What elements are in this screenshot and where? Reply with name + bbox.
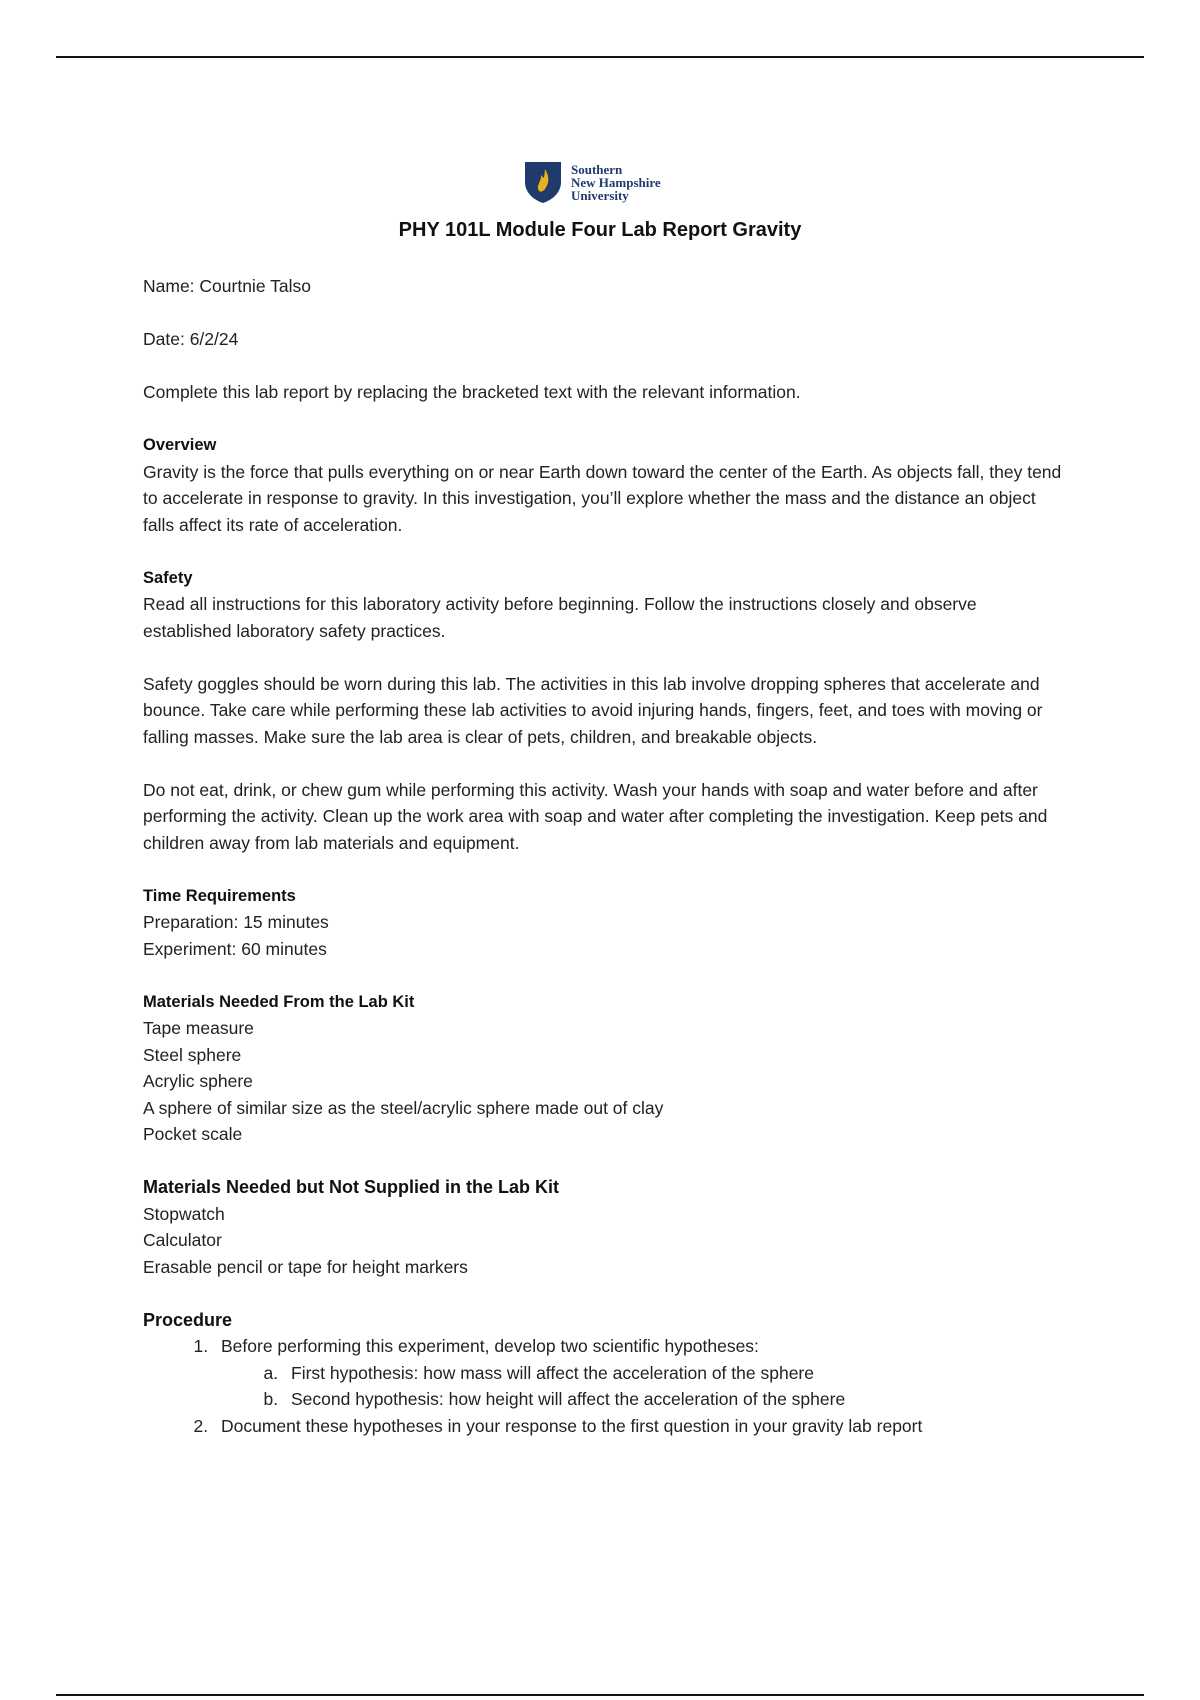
top-rule — [56, 56, 1144, 58]
overview-heading: Overview — [143, 436, 217, 454]
shield-flame-icon — [523, 160, 563, 204]
procedure-heading: Procedure — [143, 1309, 233, 1330]
bottom-rule — [56, 1694, 1144, 1696]
material-item: Tape measure — [143, 1018, 254, 1038]
safety-paragraph: Read all instructions for this laboratory activity before beginning. Follow the instructions closely and observe established laboratory safety practices. — [143, 594, 977, 641]
overview-text: Gravity is the force that pulls everything on or near Earth down toward the center of the Earth. As objects fall, they tend to accelerate in response to gravity. In this investigation, you’ll explore whether the mass and the distance an object falls affect its rate of acceleration. — [143, 461, 1062, 535]
safety-paragraph: Safety goggles should be worn during this lab. The activities in this lab involve dropping spheres that accelerate and bounce. Take care while performing these lab activities to avoid injuring hands, fingers, feet, and toes with moving or falling masses. Make sure the lab area is clear of pets, children, and breakable objects. — [143, 673, 1043, 747]
material-item: Calculator — [143, 1230, 222, 1250]
logo-line: New Hampshire — [571, 174, 661, 190]
logo-line: Southern — [571, 161, 623, 177]
time-heading: Time Requirements — [143, 886, 296, 905]
material-item: Stopwatch — [143, 1203, 225, 1224]
instructions: Complete this lab report by replacing the bracketed text with the relevant information. — [143, 382, 801, 402]
hypothesis-item: b. Second hypothesis: how height will affect the acceleration of the sphere — [283, 1386, 1063, 1413]
material-item: Steel sphere — [143, 1044, 242, 1065]
material-item: A sphere of similar size as the steel/acrylic sphere made out of clay — [143, 1097, 664, 1118]
time-item: Experiment: 60 minutes — [143, 938, 327, 959]
procedure-list — [143, 1333, 1063, 1439]
report-body — [143, 273, 1063, 1439]
procedure-step-text: Before performing this experiment, develop two scientific hypotheses: — [221, 1336, 759, 1356]
time-item: Preparation: 15 minutes — [143, 912, 329, 932]
material-item: Erasable pencil or tape for height markers — [143, 1256, 468, 1277]
name-field: Name: Courtnie Talso — [143, 276, 311, 296]
safety-heading: Safety — [143, 568, 193, 587]
date-field: Date: 6/2/24 — [143, 329, 239, 349]
procedure-step: 2. Document these hypotheses in your response to the first question in your gravity lab report — [213, 1413, 1063, 1440]
material-item: Pocket scale — [143, 1124, 243, 1144]
materials-kit-heading: Materials Needed From the Lab Kit — [143, 992, 415, 1011]
materials-extra-heading: Materials Needed but Not Supplied in the Lab Kit — [143, 1177, 560, 1197]
safety-paragraph: Do not eat, drink, or chew gum while performing this activity. Wash your hands with soap and water before and after performing the activity. Clean up the work area with soap and water after completing the investigation. Keep pets and children away from lab materials and equipment. — [143, 779, 1048, 853]
hypothesis-item: a. First hypothesis: how mass will affect the acceleration of the sphere — [283, 1360, 1063, 1387]
logo-line: University — [571, 187, 629, 203]
document-title: PHY 101L Module Four Lab Report Gravity — [398, 219, 802, 241]
university-logo — [523, 160, 661, 204]
procedure-step — [213, 1333, 1063, 1413]
material-item: Acrylic sphere — [143, 1071, 253, 1091]
hypothesis-list — [221, 1360, 1063, 1413]
logo-wordmark — [571, 163, 661, 202]
